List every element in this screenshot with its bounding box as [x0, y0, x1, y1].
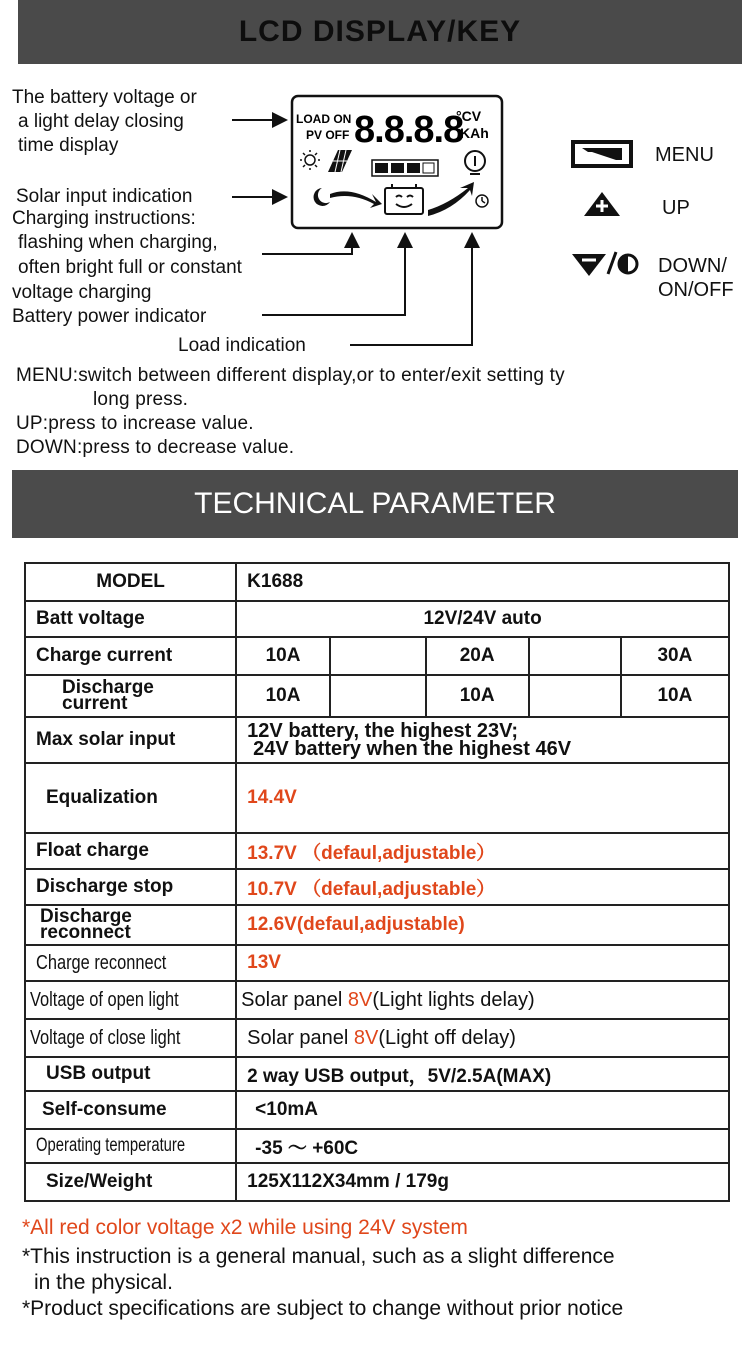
- load-indication-label: Load indication: [178, 335, 306, 356]
- lcd-section-title: LCD DISPLAY/KEY: [18, 0, 742, 64]
- table-row: [25, 1091, 729, 1129]
- discharge-current-label-line2: current: [62, 693, 128, 714]
- max-solar-value: [236, 717, 729, 763]
- equalization-label: Equalization: [25, 763, 236, 833]
- lcd-digits: 8.8.8.8: [354, 109, 464, 151]
- discharge-reconnect-label-line2: reconnect: [40, 922, 131, 943]
- float-charge-label: Float charge: [25, 833, 236, 869]
- discharge-stop-label: Discharge stop: [25, 869, 236, 905]
- table-row: [25, 563, 729, 601]
- arrow-battery-power: [262, 234, 405, 315]
- charging-label-line2: flashing when charging,: [18, 232, 218, 253]
- self-consume-value: <10mA: [236, 1091, 729, 1129]
- self-consume-label: Self-consume: [25, 1091, 236, 1129]
- table-row: [25, 869, 729, 905]
- discharge-current-cell: [529, 675, 621, 717]
- charge-current-cell: 20A: [426, 637, 529, 675]
- charge-current-cell: 30A: [621, 637, 729, 675]
- key-icons: [570, 138, 640, 288]
- arrow-charging: [262, 234, 352, 254]
- close-light-value: [236, 1019, 729, 1057]
- table-row: [25, 763, 729, 833]
- open-light-pre: Solar panel: [241, 988, 348, 1011]
- battery-voltage-label-line1: The battery voltage or: [12, 87, 197, 108]
- charge-reconnect-value: 13V: [236, 945, 729, 981]
- open-light-label: [25, 981, 236, 1019]
- charge-current-cell: 10A: [236, 637, 330, 675]
- charge-current-cell: [529, 637, 621, 675]
- max-solar-value-line2: 24V battery when the highest 46V: [253, 738, 572, 760]
- table-row: [25, 1019, 729, 1057]
- model-label: MODEL: [25, 563, 236, 601]
- close-light-label-text: Voltage of close light: [30, 1026, 181, 1049]
- discharge-reconnect-label: [25, 905, 236, 945]
- open-light-label-text: Voltage of open light: [30, 988, 179, 1011]
- discharge-current-cell: 10A: [236, 675, 330, 717]
- table-row: [25, 675, 729, 717]
- usb-label: USB output: [25, 1057, 236, 1091]
- battery-power-label: Battery power indicator: [12, 306, 207, 327]
- charging-label-line4: voltage charging: [12, 282, 152, 303]
- down-key-label: DOWN/: [658, 255, 727, 277]
- discharge-reconnect-label-line1: Discharge: [40, 906, 132, 927]
- menu-icon: [573, 142, 631, 166]
- table-row: [25, 637, 729, 675]
- battery-voltage-label-line3: time display: [18, 135, 119, 156]
- battery-level-icon: [372, 160, 438, 176]
- close-light-label: [25, 1019, 236, 1057]
- general-manual-note-cont: in the physical.: [34, 1271, 173, 1294]
- table-row: [25, 1057, 729, 1091]
- charging-label-line1: Charging instructions:: [12, 208, 196, 229]
- discharge-current-label-line1: Discharge: [62, 677, 154, 698]
- red-voltage-note: *All red color voltage x2 while using 24V system: [22, 1216, 468, 1239]
- temp-value: -35 ～ +60C: [236, 1129, 729, 1163]
- general-manual-note: *This instruction is a general manual, such as a slight difference: [22, 1245, 615, 1268]
- lcd-unit-top: °CV: [456, 108, 482, 124]
- table-row: [25, 717, 729, 763]
- menu-key-label: MENU: [655, 144, 714, 166]
- table-row: [25, 981, 729, 1019]
- up-key-label: UP: [662, 197, 690, 219]
- lcd-load-on: LOAD ON: [296, 112, 352, 126]
- discharge-current-label: [25, 675, 236, 717]
- solar-input-label: Solar input indication: [16, 186, 193, 207]
- spec-table: [24, 562, 730, 1202]
- table-row: [25, 905, 729, 945]
- up-icon: [584, 192, 620, 216]
- size-weight-value: 125X112X34mm / 179g: [236, 1163, 729, 1201]
- discharge-current-cell: [330, 675, 426, 717]
- down-description: DOWN:press to decrease value.: [16, 437, 295, 458]
- table-row: [25, 945, 729, 981]
- discharge-current-cell: 10A: [426, 675, 529, 717]
- discharge-reconnect-value: 12.6V(defaul,adjustable): [236, 905, 729, 945]
- usb-value: 2 way USB output，5V/2.5A(MAX): [236, 1057, 729, 1091]
- float-charge-value: 13.7V （defaul,adjustable）: [236, 833, 729, 869]
- table-row: [25, 1129, 729, 1163]
- open-light-red: 8V: [347, 988, 373, 1011]
- lcd-unit-bottom: KAh: [460, 125, 489, 141]
- spec-change-note: *Product specifications are subject to change without prior notice: [22, 1297, 624, 1320]
- battery-voltage-label-line2: a light delay closing: [18, 111, 184, 132]
- charge-reconnect-label: [25, 945, 236, 981]
- batt-voltage-label: Batt voltage: [25, 601, 236, 637]
- table-row: [25, 601, 729, 637]
- open-light-post: (Light lights delay): [372, 988, 535, 1011]
- charging-label-line3: often bright full or constant: [18, 257, 242, 278]
- lcd-pv-off: PV OFF: [306, 128, 350, 142]
- down-onoff-icon: [572, 252, 637, 276]
- size-weight-label: Size/Weight: [25, 1163, 236, 1201]
- menu-description: MENU:switch between different display,or to enter/exit setting ty: [16, 365, 565, 386]
- charge-reconnect-label-text: Charge reconnect: [36, 951, 167, 974]
- model-value: K1688: [236, 563, 729, 601]
- max-solar-label: Max solar input: [25, 717, 236, 763]
- discharge-current-cell: 10A: [621, 675, 729, 717]
- batt-voltage-value: 12V/24V auto: [236, 601, 729, 637]
- charge-current-label: Charge current: [25, 637, 236, 675]
- up-description: UP:press to increase value.: [16, 413, 254, 434]
- arrow-load: [350, 234, 472, 345]
- discharge-stop-value: 10.7V （defaul,adjustable）: [236, 869, 729, 905]
- temp-label: [25, 1129, 236, 1163]
- close-light-pre: Solar panel: [247, 1026, 354, 1049]
- close-light-post: (Light off delay): [378, 1026, 516, 1049]
- equalization-value: 14.4V: [236, 763, 729, 833]
- table-row: [25, 1163, 729, 1201]
- close-light-red: 8V: [353, 1026, 379, 1049]
- tech-section-title: TECHNICAL PARAMETER: [12, 470, 738, 538]
- menu-description-cont: long press.: [93, 389, 189, 410]
- charge-current-cell: [330, 637, 426, 675]
- open-light-value: [236, 981, 729, 1019]
- onoff-key-label: ON/OFF: [658, 279, 734, 301]
- max-solar-value-line1: 12V battery, the highest 23V;: [247, 720, 519, 742]
- temp-label-text: Operating temperature: [36, 1135, 186, 1156]
- table-row: [25, 833, 729, 869]
